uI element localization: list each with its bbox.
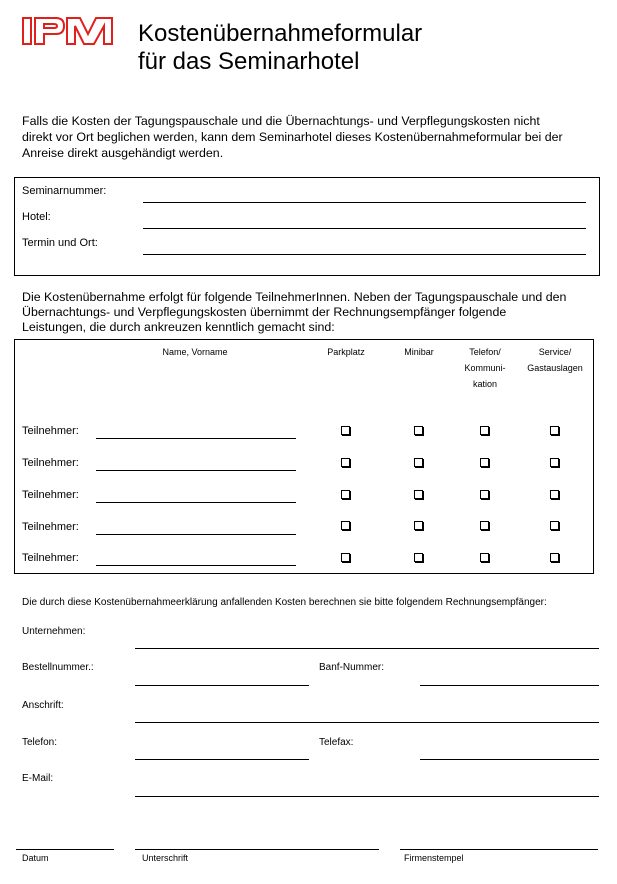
participant-name-field[interactable]: [96, 565, 296, 566]
unterschrift-field[interactable]: [135, 849, 379, 850]
email-label: E-Mail:: [22, 773, 54, 784]
banf-label: Banf-Nummer:: [319, 662, 385, 673]
telefon-checkbox[interactable]: [480, 458, 489, 467]
service-checkbox[interactable]: [550, 521, 559, 530]
telefon-checkbox[interactable]: [480, 490, 489, 499]
telefax-label: Telefax:: [319, 737, 354, 748]
participant-label: Teilnehmer:: [22, 425, 79, 437]
parkplatz-checkbox[interactable]: [341, 521, 350, 530]
hotel-label: Hotel:: [22, 211, 51, 223]
col-header-service: Service/ Gastauslagen: [527, 347, 583, 373]
minibar-checkbox[interactable]: [414, 458, 423, 467]
parkplatz-checkbox[interactable]: [341, 490, 350, 499]
firmenstempel-field[interactable]: [400, 849, 598, 850]
hotel-field[interactable]: [143, 228, 586, 229]
unterschrift-label: Unterschrift: [142, 853, 189, 863]
telefax-field[interactable]: [420, 759, 599, 760]
page-title: Kostenübernahmeformular für das Seminarhotel: [138, 20, 423, 75]
termin-label: Termin und Ort:: [22, 237, 98, 249]
telefon-label: Telefon:: [22, 737, 58, 748]
bestellnummer-field[interactable]: [135, 685, 309, 686]
anschrift-field[interactable]: [135, 722, 599, 723]
participant-name-field[interactable]: [96, 438, 296, 439]
telefon-checkbox[interactable]: [480, 553, 489, 562]
anschrift-label: Anschrift:: [22, 700, 64, 711]
telefon-checkbox[interactable]: [480, 426, 489, 435]
telefon-field[interactable]: [135, 759, 309, 760]
participant-label: Teilnehmer:: [22, 457, 79, 469]
parkplatz-checkbox[interactable]: [341, 426, 350, 435]
participant-label: Teilnehmer:: [22, 552, 79, 564]
col-header-parkplatz: Parkplatz: [327, 347, 365, 357]
col-header-minibar: Minibar: [404, 347, 434, 357]
unternehmen-field[interactable]: [135, 648, 599, 649]
participant-name-field[interactable]: [96, 502, 296, 503]
participants-text: Die Kostenübernahme erfolgt für folgende TeilnehmerInnen. Neben der Tagungspauschale und den Übernachtungs- und Verpflegungskosten übernimmt der Rechnungsempfänger folgende Leistungen, die durch ankreuzen kenntlich gemacht sind:: [22, 290, 567, 334]
col-header-name: Name, Vorname: [162, 347, 228, 357]
minibar-checkbox[interactable]: [414, 426, 423, 435]
unternehmen-label: Unternehmen:: [22, 626, 86, 637]
banf-field[interactable]: [420, 685, 599, 686]
seminarnummer-label: Seminarnummer:: [22, 185, 107, 197]
participant-name-field[interactable]: [96, 534, 296, 535]
datum-label: Datum: [22, 853, 49, 863]
parkplatz-checkbox[interactable]: [341, 553, 350, 562]
participant-label: Teilnehmer:: [22, 489, 79, 501]
email-field[interactable]: [135, 796, 599, 797]
col-header-telefon: Telefon/ Kommuni- kation: [464, 347, 506, 389]
parkplatz-checkbox[interactable]: [341, 458, 350, 467]
firmenstempel-label: Firmenstempel: [404, 853, 464, 863]
termin-field[interactable]: [143, 254, 586, 255]
service-checkbox[interactable]: [550, 458, 559, 467]
minibar-checkbox[interactable]: [414, 521, 423, 530]
participant-label: Teilnehmer:: [22, 521, 79, 533]
bestellnummer-label: Bestellnummer.:: [22, 662, 94, 673]
telefon-checkbox[interactable]: [480, 521, 489, 530]
participant-name-field[interactable]: [96, 470, 296, 471]
service-checkbox[interactable]: [550, 490, 559, 499]
intro-text: Falls die Kosten der Tagungspauschale und die Übernachtungs- und Verpflegungskosten nicht direkt vor Ort beglichen werden, kann dem Seminarhotel dieses Kostenübernahmeformular bei der Anreise direkt ausgehändigt werden.: [22, 114, 563, 160]
datum-field[interactable]: [16, 849, 114, 850]
minibar-checkbox[interactable]: [414, 490, 423, 499]
seminarnummer-field[interactable]: [143, 202, 586, 203]
service-checkbox[interactable]: [550, 426, 559, 435]
service-checkbox[interactable]: [550, 553, 559, 562]
ipm-logo: [22, 16, 114, 46]
minibar-checkbox[interactable]: [414, 553, 423, 562]
billing-intro: Die durch diese Kostenübernahmeerklärung anfallenden Kosten berechnen sie bitte folgendem Rechnungsempfänger:: [22, 597, 547, 608]
